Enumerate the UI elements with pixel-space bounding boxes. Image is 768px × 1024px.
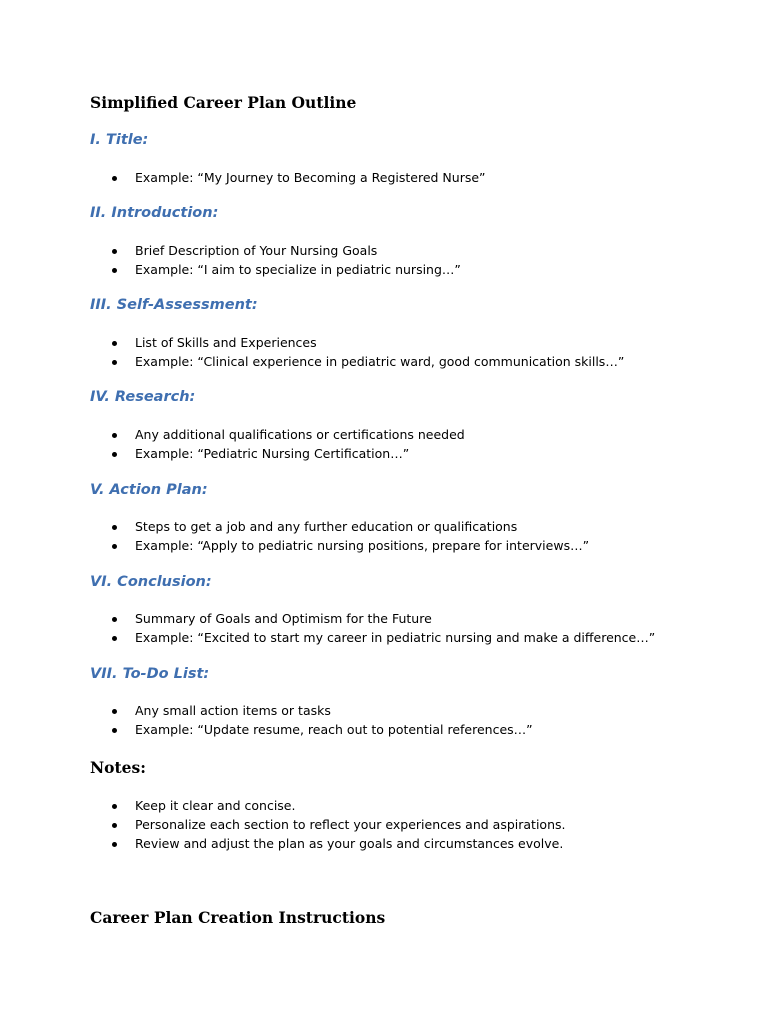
list-item-text: Example: “Excited to start my career in pediatric nursing and make a difference…”: [135, 630, 656, 645]
bullet-dot-icon: [112, 249, 117, 254]
section-list-to-do-list: [0, 701, 533, 739]
notes-list: [0, 796, 565, 853]
section-heading-to-do-list: VII. To-Do List:: [90, 666, 210, 682]
bullet-dot-icon: [112, 360, 117, 365]
bullet-dot-icon: [112, 804, 117, 809]
bullet-dot-icon: [112, 452, 117, 457]
document-title: Simplified Career Plan Outline: [90, 93, 357, 112]
bullet-dot-icon: [112, 842, 117, 847]
list-item-text: Example: “My Journey to Becoming a Registered Nurse”: [135, 170, 486, 185]
section-list-action-plan: [0, 517, 589, 555]
bullet-dot-icon: [112, 176, 117, 181]
section-list-introduction: [0, 241, 461, 279]
list-item: [0, 834, 565, 853]
list-item-text: Example: “I aim to specialize in pediatric nursing…”: [135, 262, 461, 277]
section-heading-title: I. Title:: [90, 132, 149, 148]
list-item-text: Brief Description of Your Nursing Goals: [135, 243, 378, 258]
section-list-research: [0, 425, 465, 463]
bullet-dot-icon: [112, 268, 117, 273]
list-item-text: Example: “Pediatric Nursing Certification…”: [135, 446, 410, 461]
section-heading-introduction: II. Introduction:: [90, 205, 219, 221]
bullet-dot-icon: [112, 544, 117, 549]
list-item: [0, 796, 565, 815]
section-heading-action-plan: V. Action Plan:: [90, 482, 208, 498]
list-item-text: Any additional qualifications or certifications needed: [135, 427, 465, 442]
list-item: [0, 333, 624, 352]
list-item: [0, 260, 461, 279]
list-item-text: Review and adjust the plan as your goals and circumstances evolve.: [135, 836, 564, 851]
list-item-text: Example: “Clinical experience in pediatric ward, good communication skills…”: [135, 354, 625, 369]
list-item: [0, 241, 461, 260]
list-item: [0, 168, 486, 187]
bullet-dot-icon: [112, 823, 117, 828]
list-item: [0, 609, 655, 628]
list-item: [0, 352, 624, 371]
bullet-dot-icon: [112, 617, 117, 622]
section-list-self-assessment: [0, 333, 624, 371]
bullet-dot-icon: [112, 525, 117, 530]
list-item-text: Steps to get a job and any further education or qualifications: [135, 519, 518, 534]
bullet-dot-icon: [112, 341, 117, 346]
list-item: [0, 628, 655, 647]
list-item-text: Summary of Goals and Optimism for the Future: [135, 611, 432, 626]
list-item: [0, 536, 589, 555]
list-item: [0, 425, 465, 444]
bullet-dot-icon: [112, 433, 117, 438]
section-heading-research: IV. Research:: [90, 389, 196, 405]
bullet-dot-icon: [112, 709, 117, 714]
section-heading-conclusion: VI. Conclusion:: [90, 574, 212, 590]
bullet-dot-icon: [112, 728, 117, 733]
section-heading-self-assessment: III. Self-Assessment:: [90, 297, 258, 313]
list-item: [0, 815, 565, 834]
career-plan-instructions-title: Career Plan Creation Instructions: [90, 908, 386, 927]
list-item-text: List of Skills and Experiences: [135, 335, 317, 350]
list-item: [0, 444, 465, 463]
section-list-conclusion: [0, 609, 655, 647]
list-item: [0, 720, 533, 739]
list-item-text: Example: “Update resume, reach out to potential references…”: [135, 722, 533, 737]
list-item: [0, 701, 533, 720]
section-list-title: [0, 168, 486, 187]
list-item-text: Example: “Apply to pediatric nursing positions, prepare for interviews…”: [135, 538, 590, 553]
list-item-text: Keep it clear and concise.: [135, 798, 296, 813]
list-item: [0, 517, 589, 536]
list-item-text: Any small action items or tasks: [135, 703, 331, 718]
bullet-dot-icon: [112, 636, 117, 641]
notes-heading: Notes:: [90, 758, 146, 777]
list-item-text: Personalize each section to reflect your experiences and aspirations.: [135, 817, 566, 832]
